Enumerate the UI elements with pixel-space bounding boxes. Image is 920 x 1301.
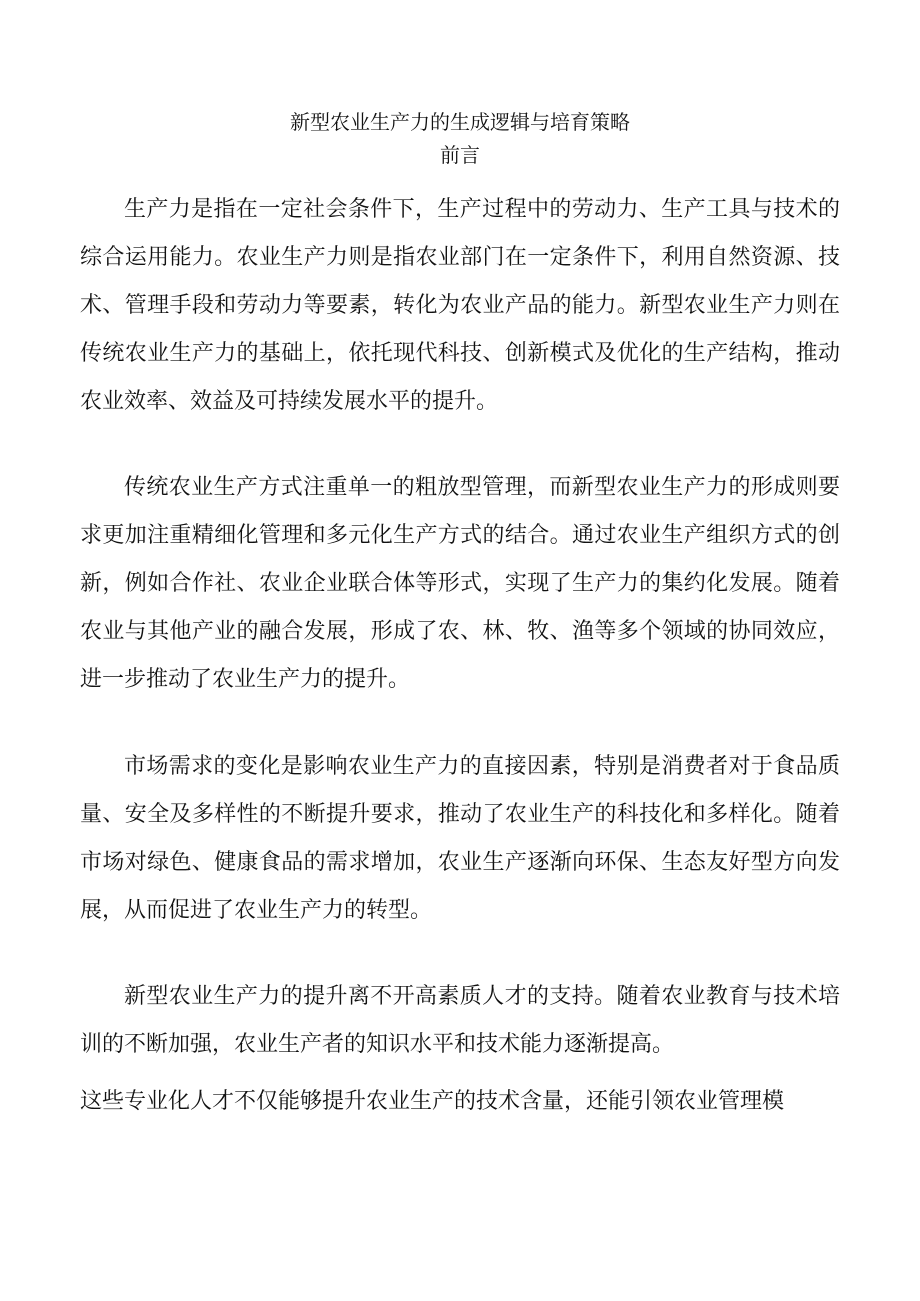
paragraph-2: 传统农业生产方式注重单一的粗放型管理，而新型农业生产力的形成则要求更加注重精细化管理和多元化生产方式的结合。通过农业生产组织方式的创新，例如合作社、农业企业联合体等形式，实现了生产力的集约化发展。随着农业与其他产业的融合发展，形成了农、林、牧、渔等多个领域的协同效应，进一步推动了农业生产力的提升。 [80,475,840,692]
paragraph-3: 市场需求的变化是影响农业生产力的直接因素，特别是消费者对于食品质量、安全及多样性的不断提升要求，推动了农业生产的科技化和多样化。随着市场对绿色、健康食品的需求增加，农业生产逐渐向环保、生态友好型方向发展，从而促进了农业生产力的转型。 [80,754,840,923]
paragraph-4: 新型农业生产力的提升离不开高素质人才的支持。随着农业教育与技术培训的不断加强，农业生产者的知识水平和技术能力逐渐提高。 [80,984,840,1057]
document-title: 新型农业生产力的生成逻辑与培育策略 [290,110,630,134]
paragraph-5: 这些专业化人才不仅能够提升农业生产的技术含量，还能引领农业管理模 [80,1089,785,1114]
section-heading: 前言 [440,143,480,167]
paragraph-1: 生产力是指在一定社会条件下，生产过程中的劳动力、生产工具与技术的综合运用能力。农业生产力则是指农业部门在一定条件下，利用自然资源、技术、管理手段和劳动力等要素，转化为农业产品的能力。新型农业生产力则在传统农业生产力的基础上，依托现代科技、创新模式及优化的生产结构，推动农业效率、效益及可持续发展水平的提升。 [80,197,840,414]
